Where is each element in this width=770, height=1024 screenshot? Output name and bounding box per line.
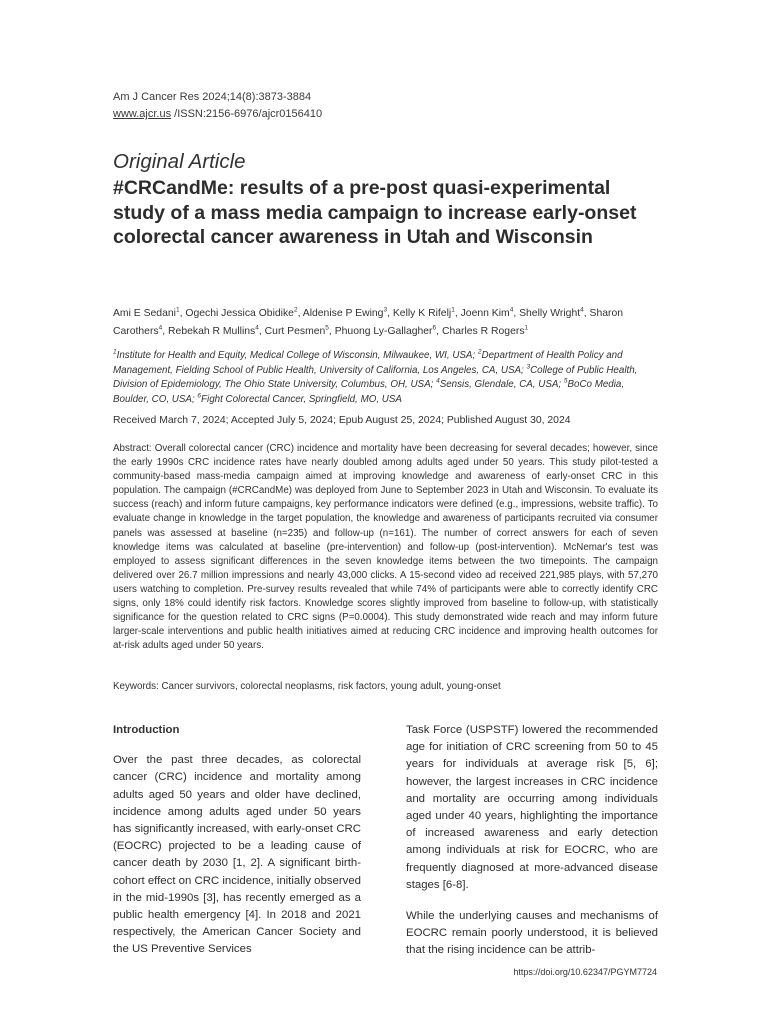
- author-name: Curt Pesmen: [264, 325, 326, 337]
- journal-issn: /ISSN:2156-6976/ajcr0156410: [171, 108, 323, 120]
- author-affiliation-mark: 4: [255, 324, 259, 332]
- journal-header: [113, 89, 322, 123]
- affiliations: [113, 349, 658, 407]
- journal-links: [113, 106, 322, 123]
- article-type: Original Article: [113, 150, 246, 173]
- author-name: Phuong Ly-Gallagher: [334, 325, 433, 337]
- keywords-text: : Cancer survivors, colorectal neoplasms, risk factors, young adult, young-onset: [156, 681, 501, 692]
- author-name: Ogechi Jessica Obidike: [185, 308, 294, 319]
- author-affiliation-mark: 1: [175, 306, 180, 314]
- affiliation-text: Department of Health Policy and Management, Fielding School of Public Health, University of California, Los Angeles, CA, USA;: [113, 350, 623, 376]
- author-name: Sharon Carothers: [113, 308, 624, 337]
- affiliation-text: Fight Colorectal Cancer, Springfield, MO, USA: [201, 393, 402, 405]
- body-paragraph: Task Force (USPSTF) lowered the recommended age for initiation of CRC screening from 50 to 45 years for individuals at average risk [5, 6]; however, the largest increases in CRC incidence and mortality are occurring among individuals aged under 40 years, highlighting the importance of increased awareness and early detection among individuals at risk for EOCRC, who are frequently diagnosed at more-advanced disease stages [6-8].: [406, 724, 658, 891]
- author-list: Ami E Sedani$^1$, Ogechi Jessica Obidike$^2$, Aldenise P Ewing$^3$, Kelly K Rifelj$^1$, Joenn Kim$^4$, Shelly Wright$^4$, Sharon Carothers$^4$, Rebekah R Mullins$^4$, Curt Pesmen$^5$, Phuong Ly-Gallagher$^6$, Charles R Rogers$^1$: [113, 306, 624, 337]
- author-affiliation-mark: 5: [325, 324, 329, 332]
- article-title: #CRCandMe: results of a pre-post quasi-experimental study of a mass media campaign to increase early-onset colorectal cancer awareness in Utah and Wisconsin: [113, 177, 637, 248]
- affiliation-number: 4: [436, 377, 440, 385]
- doi-footer[interactable]: https://doi.org/10.62347/PGYM7724: [513, 967, 657, 977]
- affiliation-text: College of Public Health, Division of Epidemiology, The Ohio State University, Columbus, OH, USA;: [113, 364, 638, 390]
- keywords: [113, 681, 658, 692]
- keywords-label: Keywords: [113, 681, 157, 692]
- body-paragraph: While the underlying causes and mechanisms of EOCRC remain poorly understood, it is believed that the rising incidence can be attrib-: [406, 910, 658, 957]
- abstract-text: Overall colorectal cancer (CRC) incidence and mortality have been decreasing for several decades; however, since the early 1990s CRC incidence rates have nearly doubled among adults aged under 50 years. This study pilot-tested a community-based mass-media campaign aimed at improving knowledge and awareness of early-onset CRC in this population. The campaign (#CRCandMe) was deployed from June to September 2023 in Utah and Wisconsin. To evaluate its success (reach) and inform future campaigns, key performance indicators were defined (e.g., impressions, website traffic). To evaluate change in knowledge in the target population, the knowledge and awareness of participants recruited via consumer panels was assessed at baseline (n=235) and follow-up (n=161). The number of correct answers for each of seven knowledge items was calculated at baseline (pre-intervention) and follow-up (post-intervention). McNemar's test was employed to assess significant differences in the seven knowledge items between the two timepoints. The campaign delivered over 26.7 million impressions and nearly 43,000 clicks. A 15-second video ad received 221,985 plays, with 57,270 users watching to completion. Pre-survey results revealed that while 74% of participants were able to correctly identify CRC signs, only 18% could identify risk factors. Knowledge scores slightly improved from baseline to follow-up, with statistically significance for the question related to CRC signs (P=0.0004). This study demonstrated wide reach and may inform future larger-scale interventions and public health initiatives aimed at reducing CRC incidence and improving health outcomes for at-risk adults aged under 50 years.: [113, 443, 658, 652]
- author-name: Aldenise P Ewing: [302, 308, 384, 319]
- author-affiliation-mark: 4: [158, 324, 163, 332]
- abstract-label: Abstract:: [113, 443, 152, 454]
- section-heading-introduction: Introduction: [113, 724, 180, 736]
- author-name: Ami E Sedani: [113, 308, 176, 319]
- affiliation-text: BoCo Media, Boulder, CO, USA;: [113, 379, 625, 405]
- author-affiliation-mark: 3: [383, 306, 388, 314]
- author-name: Charles R Rogers: [441, 325, 525, 337]
- author-affiliation-mark: 4: [509, 306, 514, 314]
- author-affiliation-mark: 2: [293, 306, 298, 314]
- publication-dates: Received March 7, 2024; Accepted July 5, 2024; Epub August 25, 2024; Published August 30, 2024: [113, 415, 571, 426]
- author-name: Joenn Kim: [460, 308, 510, 319]
- author-name: Kelly K Rifelj: [392, 308, 452, 319]
- body-column-left: [113, 722, 361, 973]
- affiliation-number: 6: [197, 392, 202, 400]
- journal-website-link[interactable]: www.ajcr.us: [113, 108, 172, 120]
- body-paragraph: Over the past three decades, as colorectal cancer (CRC) incidence and mortality among adults aged 50 years and older have declined, incidence among adults aged under 50 years has significantly increased, with early-onset CRC (EOCRC) projected to be a leading cause of cancer death by 2030 [1, 2]. A significant birth-cohort effect on CRC incidence, initially observed in the mid-1990s [3], has recently emerged as a public health emergency [4]. In 2018 and 2021 respectively, the American Cancer Society and the US Preventive Services: [113, 754, 361, 956]
- body-column-right: [406, 722, 658, 974]
- author-name: Rebekah R Mullins: [168, 325, 256, 337]
- affiliation-text: Sensis, Glendale, CA, USA;: [439, 379, 564, 390]
- author-name: Shelly Wright: [519, 308, 581, 319]
- affiliation-number: 5: [563, 377, 568, 385]
- author-affiliation-mark: 6: [432, 324, 437, 332]
- abstract: [113, 442, 658, 653]
- author-affiliation-mark: 1: [524, 324, 529, 332]
- affiliation-number: 3: [526, 363, 531, 371]
- author-affiliation-mark: 1: [451, 306, 455, 314]
- affiliation-text: Institute for Health and Equity, Medical College of Wisconsin, Milwaukee, WI, USA;: [116, 350, 478, 361]
- author-affiliation-mark: 4: [580, 306, 584, 314]
- journal-citation: Am J Cancer Res 2024;14(8):3873-3884: [113, 91, 312, 103]
- affiliation-number: 2: [477, 348, 482, 356]
- affiliation-number: 1: [113, 348, 117, 356]
